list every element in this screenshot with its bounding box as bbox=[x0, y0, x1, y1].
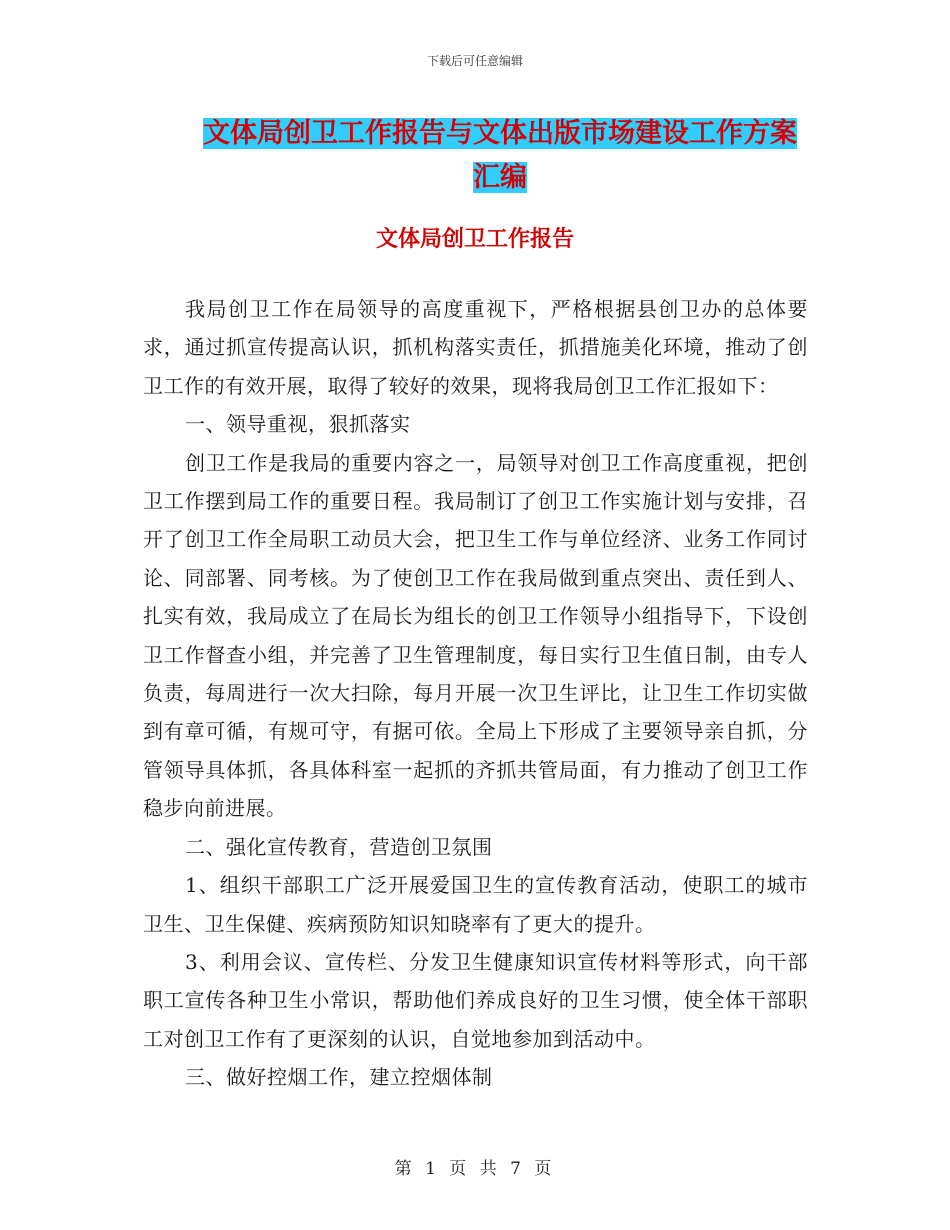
document-title bbox=[190, 112, 810, 200]
document-title-text: 文体局创卫工作报告与文体出版市场建设工作方案汇编 bbox=[203, 118, 797, 193]
page-footer: 第 1 页 共 7 页 bbox=[394, 1159, 556, 1179]
heading-section-2: 二、强化宣传教育，营造创卫氛围 bbox=[185, 834, 493, 859]
paragraph-section-1: 创卫工作是我局的重要内容之一，局领导对创卫工作高度重视，把创卫工作摆到局工作的重要日程。我局制订了创卫工作实施计划与安排，召开了创卫工作全局职工动员大会，把卫生工作与单位经济、业务工作同讨论、同部署、同考核。为了使创卫工作在我局做到重点突出、责任到人、扎实有效，我局成立了在局长为组长的创卫工作领导小组指导下，下设创卫工作督查小组，并完善了卫生管理制度，每日实行卫生值日制，由专人负责，每周进行一次大扫除，每月开展一次卫生评比，让卫生工作切实做到有章可循，有规可守，有据可依。全局上下形成了主要领导亲自抓，分管领导具体抓，各具体科室一起抓的齐抓共管局面，有力推动了创卫工作稳步向前进展。 bbox=[143, 450, 808, 821]
section-title: 文体局创卫工作报告 bbox=[375, 227, 574, 252]
paragraph-item-3: 3、利用会议、宣传栏、分发卫生健康知识宣传材料等形式，向干部职工宣传各种卫生小常识，帮助他们养成良好的卫生习惯，使全体干部职工对创卫工作有了更深刻的认识，自觉地参加到活动中。 bbox=[143, 949, 808, 1051]
paragraph-intro: 我局创卫工作在局领导的高度重视下，严格根据县创卫办的总体要求，通过抓宣传提高认识，抓机构落实责任，抓措施美化环境，推动了创卫工作的有效开展，取得了较好的效果，现将我局创卫工作汇报如下： bbox=[143, 297, 808, 398]
heading-section-3: 三、做好控烟工作，建立控烟体制 bbox=[185, 1065, 493, 1090]
header-note: 下载后可任意编辑 bbox=[426, 54, 523, 68]
paragraph-item-1: 1、组织干部职工广泛开展爱国卫生的宣传教育活动，使职工的城市卫生、卫生保健、疾病预防知识知晓率有了更大的提升。 bbox=[143, 873, 808, 936]
document-body bbox=[143, 290, 808, 1097]
heading-section-1: 一、领导重视，狠抓落实 bbox=[185, 412, 411, 437]
